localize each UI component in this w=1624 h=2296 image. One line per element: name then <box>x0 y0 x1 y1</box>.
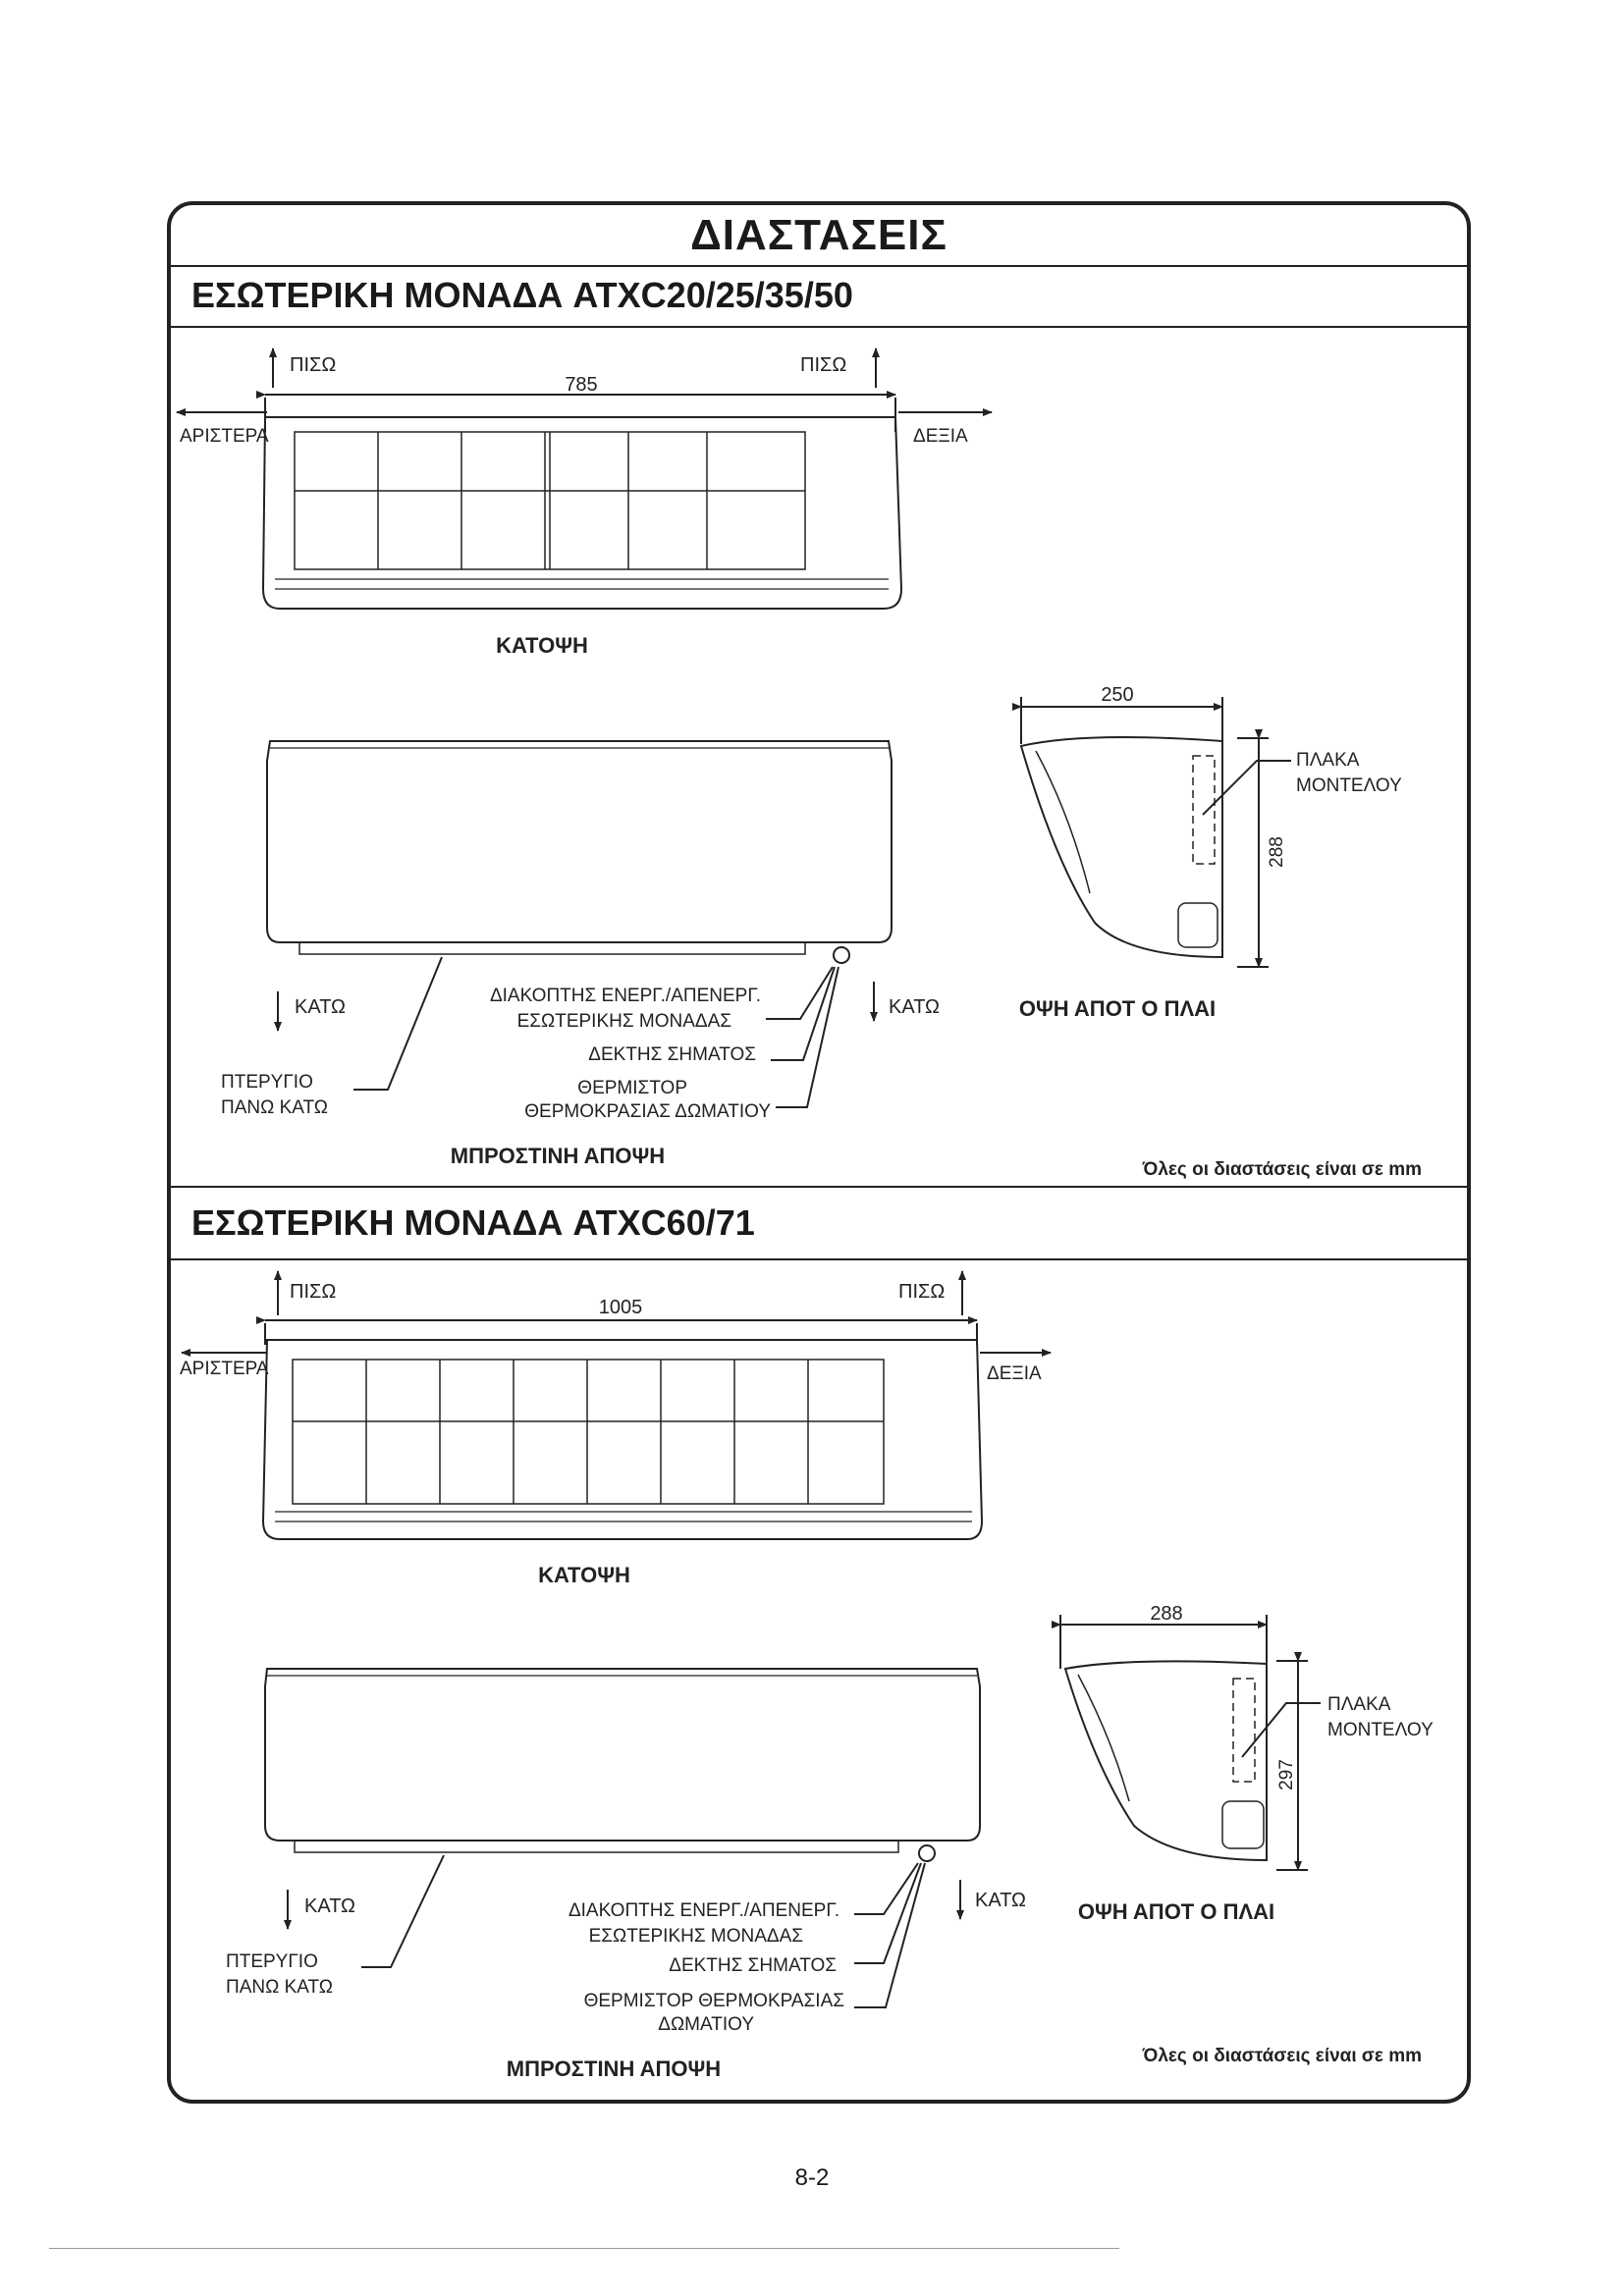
back-label: ΠΙΣΩ <box>898 1281 946 1303</box>
left-label: ΑΡΙΣΤΕΡΑ <box>180 426 269 447</box>
flap-label: ΠΑΝΩ ΚΑΤΩ <box>226 1977 333 1998</box>
units-note: Όλες οι διαστάσεις είναι σε mm <box>1142 2046 1422 2066</box>
plate-label: ΜΟΝΤΕΛΟΥ <box>1327 1720 1434 1740</box>
flap-label: ΠΑΝΩ ΚΑΤΩ <box>221 1097 328 1118</box>
top-view-caption: ΚΑΤΟΨΗ <box>496 633 588 658</box>
section-2-side-view <box>1060 1603 1434 2066</box>
front-view-caption: ΜΠΡΟΣΤΙΝΗ ΑΠΟΨΗ <box>506 2056 722 2081</box>
section-1-top-view <box>177 348 992 658</box>
side-view-caption: ΟΨΗ ΑΠΟΤ Ο ΠΛΑΙ <box>1018 996 1217 1021</box>
switch-label: ΕΣΩΤΕΡΙΚΗΣ ΜΟΝΑΔΑΣ <box>516 1011 731 1032</box>
width-dimension: 785 <box>565 374 598 396</box>
page-number: 8-2 <box>794 2164 830 2191</box>
down-label: ΚΑΤΩ <box>975 1890 1027 1911</box>
thermistor-label: ΘΕΡΜΙΣΤΟΡ ΘΕΡΜΟΚΡΑΣΙΑΣ <box>583 1991 844 2011</box>
top-view-caption: ΚΑΤΟΨΗ <box>538 1563 630 1587</box>
flap-label: ΠΤΕΡΥΓΙΟ <box>221 1072 313 1093</box>
switch-label: ΔΙΑΚΟΠΤΗΣ ΕΝΕΡΓ./ΑΠΕΝΕΡΓ. <box>489 986 761 1006</box>
switch-label: ΔΙΑΚΟΠΤΗΣ ΕΝΕΡΓ./ΑΠΕΝΕΡΓ. <box>568 1900 839 1921</box>
receiver-label: ΔΕΚΤΗΣ ΣΗΜΑΤΟΣ <box>669 1955 837 1976</box>
section-1-title: ΕΣΩΤΕΡΙΚΗ ΜΟΝΑΔΑ ATXC20/25/35/50 <box>191 275 853 315</box>
height-dimension: 288 <box>1267 836 1287 868</box>
thermistor-label: ΘΕΡΜΟΚΡΑΣΙΑΣ ΔΩΜΑΤΙΟΥ <box>524 1101 771 1122</box>
plate-label: ΠΛΑΚΑ <box>1327 1694 1391 1715</box>
flap-label: ΠΤΕΡΥΓΙΟ <box>226 1951 318 1972</box>
down-label: ΚΑΤΩ <box>295 996 347 1018</box>
footer-rule <box>49 2248 1119 2249</box>
back-label: ΠΙΣΩ <box>290 1281 337 1303</box>
depth-dimension: 288 <box>1150 1603 1183 1625</box>
front-view-caption: ΜΠΡΟΣΤΙΝΗ ΑΠΟΨΗ <box>450 1144 666 1168</box>
left-label: ΑΡΙΣΤΕΡΑ <box>180 1359 269 1379</box>
width-dimension: 1005 <box>598 1297 643 1318</box>
depth-dimension: 250 <box>1101 684 1134 706</box>
plate-label: ΜΟΝΤΕΛΟΥ <box>1296 775 1402 796</box>
right-label: ΔΕΞΙΑ <box>913 426 968 447</box>
right-label: ΔΕΞΙΑ <box>987 1363 1042 1384</box>
side-view-caption: ΟΨΗ ΑΠΟΤ Ο ΠΛΑΙ <box>1077 1899 1275 1924</box>
down-label: ΚΑΤΩ <box>889 996 941 1018</box>
page-title: ΔΙΑΣΤΑΣΕΙΣ <box>690 211 947 259</box>
thermistor-label: ΔΩΜΑΤΙΟΥ <box>658 2014 754 2035</box>
section-2-title: ΕΣΩΤΕΡΙΚΗ ΜΟΝΑΔΑ ATXC60/71 <box>191 1202 755 1243</box>
plate-label: ΠΛΑΚΑ <box>1296 750 1360 771</box>
units-note: Όλες οι διαστάσεις είναι σε mm <box>1142 1159 1422 1180</box>
down-label: ΚΑΤΩ <box>304 1896 356 1917</box>
section-1-side-view <box>1019 684 1422 1180</box>
height-dimension: 297 <box>1276 1759 1297 1790</box>
section-1-front-view <box>221 741 940 1168</box>
switch-label: ΕΣΩΤΕΡΙΚΗΣ ΜΟΝΑΔΑΣ <box>588 1926 803 1947</box>
section-2-top-view <box>180 1271 1051 1587</box>
thermistor-label: ΘΕΡΜΙΣΤΟΡ <box>577 1078 687 1098</box>
back-label: ΠΙΣΩ <box>800 354 847 376</box>
back-label: ΠΙΣΩ <box>290 354 337 376</box>
section-2-front-view <box>226 1669 1026 2081</box>
receiver-label: ΔΕΚΤΗΣ ΣΗΜΑΤΟΣ <box>588 1044 756 1065</box>
